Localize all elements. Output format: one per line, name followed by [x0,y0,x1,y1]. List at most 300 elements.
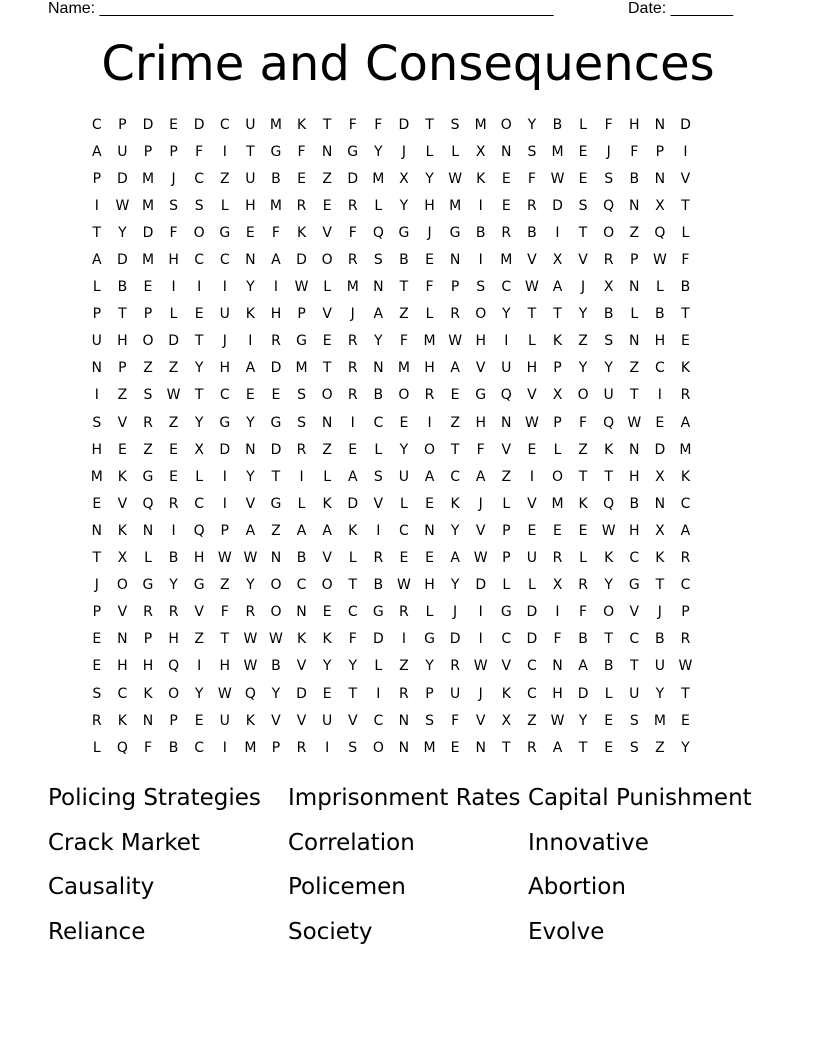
grid-cell: H [629,116,640,133]
grid-cell: E [169,116,178,133]
grid-cell: L [348,550,357,567]
grid-cell: V [373,495,384,512]
grid-cell: E [92,495,102,512]
grid-cell: E [322,604,332,621]
grid-cell: C [347,604,358,621]
grid-cell: C [91,116,102,133]
grid-cell: O [270,577,282,594]
grid-cell: K [245,306,255,323]
grid-cell: C [629,550,640,567]
grid-cell: H [424,360,435,377]
grid-cell: O [398,387,410,404]
grid-cell: W [243,658,258,675]
grid-cell: U [245,170,256,187]
grid-cell: T [681,197,690,214]
grid-cell: N [552,658,563,675]
grid-cell: G [270,495,282,512]
grid-cell: B [655,631,665,648]
grid-cell: U [526,550,538,567]
grid-cell: N [398,712,410,729]
grid-cell: K [552,333,563,350]
grid-cell: E [527,441,537,458]
grid-cell: R [143,414,153,431]
grid-cell: H [424,577,435,594]
grid-cell: F [681,252,690,269]
grid-cell: Z [399,658,409,675]
grid-cell: G [500,604,512,621]
grid-cell: V [347,712,358,729]
grid-cell: R [450,658,460,675]
grid-cell: C [194,495,205,512]
grid-cell: P [169,712,178,729]
grid-cell: M [372,170,385,187]
grid-cell: I [171,522,176,539]
grid-cell: M [141,252,155,269]
grid-cell: I [350,414,355,431]
grid-cell: D [296,252,307,269]
grid-cell: H [168,252,179,269]
grid-cell: Y [374,333,383,350]
word-list-item: Capital Punishment [528,785,752,811]
grid-cell: S [604,170,614,187]
grid-cell: W [397,577,411,594]
grid-cell: K [296,631,307,648]
grid-row [84,165,734,192]
grid-cell: S [629,712,639,729]
grid-cell: V [245,495,256,512]
grid-cell: Q [193,522,205,539]
grid-cell: X [399,170,409,187]
grid-cell: V [117,414,128,431]
grid-cell: C [501,279,512,296]
grid-cell: T [194,333,204,350]
grid-cell: Q [116,739,128,756]
grid-cell: K [604,550,614,567]
grid-cell: N [629,441,640,458]
grid-cell: R [271,333,281,350]
grid-cell: M [423,333,436,350]
grid-cell: T [425,116,434,133]
grid-cell: S [425,712,434,729]
grid-cell: Y [169,577,178,594]
grid-cell: W [243,631,258,648]
grid-cell: K [117,712,127,729]
grid-cell: B [527,224,537,241]
grid-cell: L [681,224,690,241]
grid-cell: C [296,577,307,594]
grid-cell: Z [143,441,153,458]
grid-cell: H [219,360,231,377]
grid-cell: C [450,468,460,485]
grid-cell: Z [578,441,588,458]
grid-cell: Y [578,360,588,377]
grid-cell: Z [629,360,640,377]
grid-cell: G [347,143,359,160]
word-list-item: Imprisonment Rates [288,785,521,811]
grid-cell: O [321,252,333,269]
grid-cell: B [296,550,307,567]
grid-cell: C [527,685,537,702]
grid-cell: A [680,414,691,431]
grid-cell: Y [374,143,383,160]
grid-cell: S [297,414,306,431]
header [48,0,733,18]
grid-cell: O [577,387,589,404]
grid-cell: I [197,279,202,296]
grid-cell: J [606,143,611,160]
grid-cell: V [117,495,128,512]
grid-cell: E [681,333,690,350]
grid-row [84,572,734,599]
grid-cell: J [401,143,406,160]
grid-cell: J [657,604,662,621]
grid-cell: N [91,522,103,539]
grid-cell: B [168,550,179,567]
grid-cell: V [475,712,486,729]
grid-cell: S [92,685,102,702]
grid-cell: E [527,522,537,539]
grid-cell: N [449,252,461,269]
grid-cell: H [245,197,256,214]
grid-cell: W [627,414,642,431]
grid-cell: W [601,522,616,539]
grid-cell: F [527,170,536,187]
grid-cell: K [348,522,358,539]
grid-cell: J [94,577,99,594]
grid-cell: L [527,333,536,350]
grid-cell: S [297,387,306,404]
grid-cell: G [193,577,205,594]
grid-cell: E [92,631,102,648]
grid-cell: A [245,522,256,539]
grid-cell: E [399,414,409,431]
grid-cell: D [193,116,205,133]
grid-cell: D [142,224,154,241]
word-list-item: Correlation [288,829,415,856]
grid-cell: A [680,522,691,539]
grid-cell: U [449,685,461,702]
grid-cell: Y [502,306,511,323]
grid-cell: S [348,739,358,756]
grid-cell: Y [450,522,460,539]
grid-cell: Q [603,414,615,431]
grid-cell: C [399,522,409,539]
grid-cell: L [297,495,306,512]
grid-cell: Z [578,333,588,350]
grid-cell: S [373,468,383,485]
grid-cell: I [427,414,432,431]
grid-cell: P [271,739,281,756]
grid-cell: E [117,441,127,458]
grid-cell: Z [655,739,665,756]
grid-cell: E [322,685,332,702]
grid-cell: I [94,197,99,214]
grid-cell: J [478,495,483,512]
grid-cell: U [117,143,128,160]
grid-cell: O [168,685,180,702]
grid-cell: S [476,279,486,296]
grid-cell: P [553,360,562,377]
grid-cell: X [194,441,204,458]
grid-cell: N [654,495,666,512]
grid-cell: B [373,577,384,594]
grid-cell: I [478,252,483,269]
grid-cell: M [679,441,692,458]
grid-cell: W [678,658,693,675]
grid-cell: E [169,468,178,485]
grid-row [84,246,734,273]
grid-cell: I [94,387,99,404]
grid-cell: P [630,252,639,269]
grid-cell: F [169,224,178,241]
grid-cell: G [270,143,282,160]
grid-cell: F [220,604,229,621]
grid-cell: R [296,197,307,214]
grid-cell: H [193,550,205,567]
grid-cell: X [603,279,614,296]
grid-cell: D [475,577,487,594]
grid-cell: J [453,604,458,621]
grid-cell: Y [246,414,255,431]
grid-cell: Y [118,224,127,241]
grid-cell: R [347,252,358,269]
grid-cell: K [655,550,665,567]
grid-cell: T [629,658,639,675]
grid-cell: Y [246,577,255,594]
grid-cell: I [171,279,176,296]
grid-cell: M [397,360,410,377]
grid-cell: P [143,631,153,648]
grid-cell: E [578,522,588,539]
grid-cell: N [475,739,486,756]
grid-cell: S [169,197,179,214]
grid-cell: V [501,658,512,675]
grid-cell: V [629,604,640,621]
grid-cell: M [295,360,308,377]
grid-cell: A [245,360,256,377]
grid-cell: A [92,252,102,269]
grid-cell: R [168,604,179,621]
grid-cell: L [144,550,152,567]
grid-cell: K [245,712,255,729]
grid-cell: F [348,116,357,133]
date-field-label: Date: _______ [628,0,733,17]
grid-cell: U [603,387,614,404]
grid-cell: G [142,468,154,485]
grid-cell: M [141,170,155,187]
grid-cell: X [117,550,128,567]
grid-cell: O [193,224,205,241]
grid-cell: T [348,577,358,594]
grid-cell: X [552,252,563,269]
word-list-item: Reliance [48,918,146,945]
grid-cell: I [683,143,688,160]
grid-cell: A [322,522,332,539]
grid-cell: C [117,685,128,702]
grid-cell: I [222,468,227,485]
grid-cell: D [680,116,691,133]
grid-cell: W [550,712,565,729]
grid-cell: T [322,360,332,377]
grid-cell: T [322,116,332,133]
grid-cell: L [374,658,383,675]
grid-cell: H [475,414,486,431]
grid-cell: M [269,116,282,133]
grid-cell: T [502,739,511,756]
grid-cell: W [115,197,130,214]
grid-cell: U [245,116,256,133]
grid-cell: A [424,468,435,485]
grid-cell: W [473,550,488,567]
grid-cell: C [219,116,230,133]
grid-cell: O [500,116,512,133]
grid-cell: V [475,522,486,539]
grid-cell: D [526,631,538,648]
grid-cell: K [296,116,307,133]
grid-cell: I [529,468,534,485]
grid-cell: E [450,387,460,404]
grid-cell: A [92,143,102,160]
grid-cell: Y [655,685,665,702]
grid-cell: L [579,116,587,133]
grid-cell: M [449,197,462,214]
grid-cell: J [222,333,227,350]
grid-cell: L [323,468,332,485]
grid-cell: Z [450,414,460,431]
grid-cell: I [222,739,227,756]
grid-cell: H [91,441,103,458]
grid-cell: I [504,333,509,350]
grid-cell: S [450,116,460,133]
word-list-item: Society [288,918,373,945]
grid-cell: W [550,170,565,187]
grid-cell: C [194,739,205,756]
grid-cell: Y [681,739,690,756]
grid-cell: M [90,468,103,485]
grid-cell: W [448,333,463,350]
grid-cell: E [425,550,434,567]
grid-cell: L [169,306,178,323]
grid-cell: F [579,414,588,431]
grid-row [84,707,734,734]
grid-row [84,409,734,436]
grid-cell: D [372,631,384,648]
grid-cell: R [680,631,691,648]
grid-cell: F [374,116,383,133]
grid-cell: C [680,495,691,512]
grid-cell: E [245,387,255,404]
grid-cell: K [117,522,127,539]
grid-cell: P [681,604,690,621]
grid-cell: B [629,495,640,512]
grid-cell: P [143,306,153,323]
grid-cell: E [604,712,614,729]
grid-cell: C [373,414,384,431]
grid-cell: E [92,658,102,675]
grid-cell: V [501,441,512,458]
word-list-item: Innovative [528,829,649,856]
grid-cell: P [169,143,178,160]
grid-cell: K [322,495,332,512]
grid-cell: B [399,252,409,269]
grid-cell: W [294,279,309,296]
grid-cell: T [681,685,690,702]
grid-cell: Y [194,685,204,702]
grid-cell: B [168,739,179,756]
grid-cell: L [527,577,536,594]
grid-row [84,599,734,626]
grid-cell: L [502,495,511,512]
grid-cell: D [577,685,589,702]
grid-cell: Z [399,306,409,323]
grid-cell: E [399,550,409,567]
grid-cell: F [348,631,357,648]
grid-cell: I [478,631,483,648]
grid-cell: O [142,333,154,350]
grid-cell: T [92,224,102,241]
grid-cell: H [526,360,538,377]
grid-cell: Z [219,577,230,594]
grid-cell: N [501,414,512,431]
grid-cell: V [271,712,281,729]
grid-cell: H [117,658,128,675]
page-title: Crime and Consequences [101,36,715,92]
grid-cell: F [297,143,306,160]
grid-cell: V [322,306,332,323]
grid-cell: N [270,550,282,567]
grid-cell: L [323,279,332,296]
grid-cell: J [427,224,432,241]
grid-cell: N [321,414,333,431]
grid-cell: R [603,252,614,269]
grid-cell: B [578,631,588,648]
grid-cell: S [143,387,153,404]
grid-cell: G [475,387,487,404]
grid-cell: Y [348,658,358,675]
grid-cell: S [373,252,383,269]
grid-cell: L [92,279,101,296]
grid-cell: T [604,468,613,485]
grid-cell: D [270,360,282,377]
grid-row [84,436,734,463]
grid-cell: O [116,577,128,594]
grid-cell: Q [654,224,666,241]
grid-cell: A [552,739,563,756]
grid-cell: D [142,116,154,133]
grid-cell: T [271,468,281,485]
grid-cell: B [552,116,563,133]
grid-cell: Z [501,468,512,485]
grid-cell: E [501,170,511,187]
grid-cell: Z [143,360,153,377]
grid-cell: X [655,522,665,539]
grid-cell: V [527,495,537,512]
grid-cell: Z [168,360,179,377]
grid-cell: B [655,306,665,323]
grid-cell: D [117,252,128,269]
grid-cell: K [604,441,614,458]
grid-cell: T [220,631,230,648]
grid-cell: K [578,495,588,512]
grid-cell: P [92,306,102,323]
grid-cell: T [527,306,537,323]
grid-cell: D [347,170,359,187]
grid-cell: J [171,170,176,187]
grid-cell: I [555,604,560,621]
grid-cell: O [551,468,563,485]
grid-cell: R [296,441,307,458]
word-list-item: Policemen [288,874,406,900]
